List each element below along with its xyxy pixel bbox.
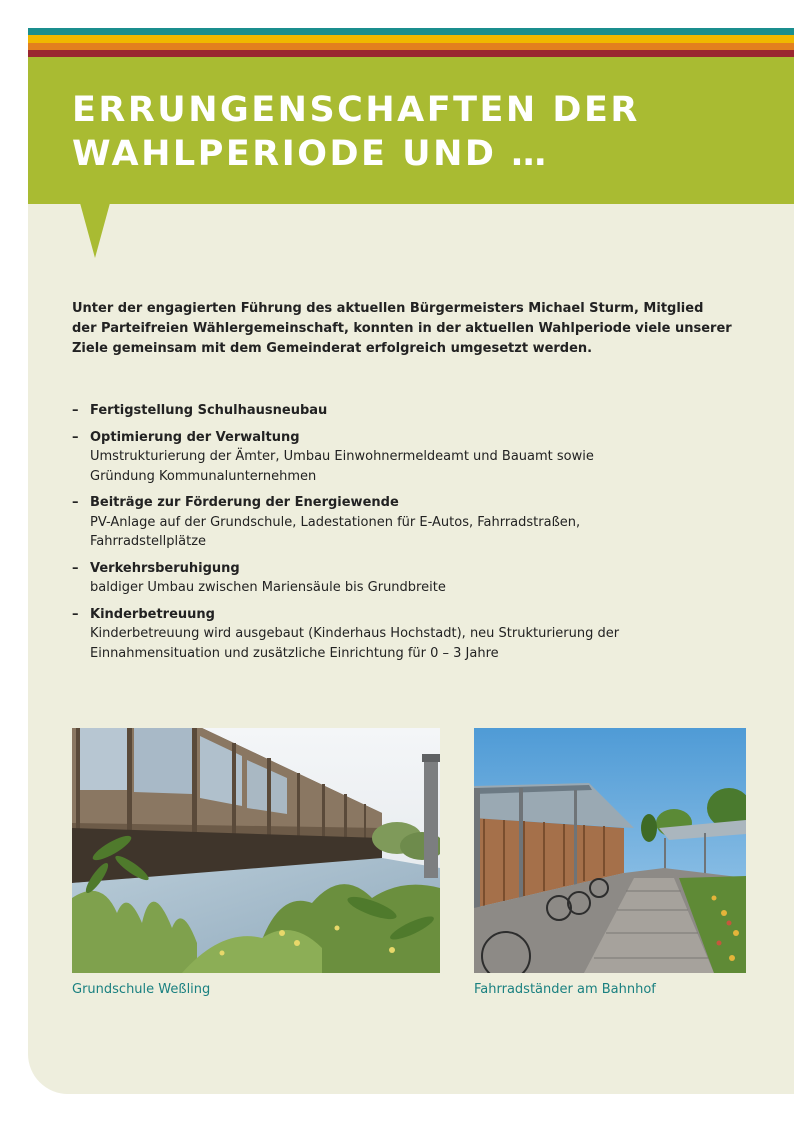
bike-stand-photo xyxy=(474,728,746,973)
school-photo xyxy=(72,728,440,973)
dash-bullet: – xyxy=(72,403,79,418)
achievement-title: Kinderbetreuung xyxy=(90,606,215,622)
achievement-title: Optimierung der Verwaltung xyxy=(90,429,300,445)
school-illustration xyxy=(72,728,440,973)
page-title-line-2: WAHLPERIODE UND … xyxy=(72,134,549,174)
achievement-detail: PV-Anlage auf der Grundschule, Ladestationen für E-Autos, Fahrradstraßen, Fahrradstellplätze xyxy=(90,514,581,549)
achievement-detail: Kinderbetreuung wird ausgebaut (Kinderhaus Hochstadt), neu Strukturierung der Einnahmensituation und zusätzliche Einrichtung für 0 – 3 Jahre xyxy=(90,626,620,661)
dash-bullet: – xyxy=(72,429,79,445)
decorative-stripe-teal xyxy=(28,28,794,35)
achievement-title: Fertigstellung Schulhausneubau xyxy=(90,403,328,418)
school-photo-caption: Grundschule Weßling xyxy=(72,982,211,997)
page-title xyxy=(72,88,752,176)
intro-paragraph: Unter der engagierten Führung des aktuellen Bürgermeisters Michael Sturm, Mitglied der Parteifreien Wählergemeinschaft, konnten in der aktuellen Wahlperiode viele unserer Ziele gemeinsam mit dem Gemeinderat erfolgreich umgesetzt werden. xyxy=(72,301,732,356)
speech-pointer xyxy=(80,203,110,258)
achievement-title: Beiträge zur Förderung der Energiewende xyxy=(90,495,399,510)
achievement-item xyxy=(72,605,632,664)
decorative-stripe-yellow xyxy=(28,35,794,43)
achievement-item xyxy=(72,428,632,487)
achievement-detail: baldiger Umbau zwischen Mariensäule bis Grundbreite xyxy=(90,580,446,595)
achievement-item xyxy=(72,401,632,421)
achievement-item xyxy=(72,559,632,598)
dash-bullet: – xyxy=(72,495,79,510)
achievements-list xyxy=(72,401,632,670)
achievement-detail: Umstrukturierung der Ämter, Umbau Einwohnermeldeamt und Bauamt sowie Gründung Kommunalunternehmen xyxy=(90,449,594,484)
achievement-item xyxy=(72,493,632,552)
decorative-stripe-orange xyxy=(28,43,794,50)
achievement-title: Verkehrsberuhigung xyxy=(90,560,240,576)
bike-stand-photo-caption: Fahrradständer am Bahnhof xyxy=(474,982,656,997)
dash-bullet: – xyxy=(72,560,79,576)
decorative-stripe-red xyxy=(28,50,794,57)
dash-bullet: – xyxy=(72,606,79,622)
page-title-line-1: ERRUNGENSCHAFTEN DER xyxy=(72,90,640,130)
bike-stand-illustration xyxy=(474,728,746,973)
